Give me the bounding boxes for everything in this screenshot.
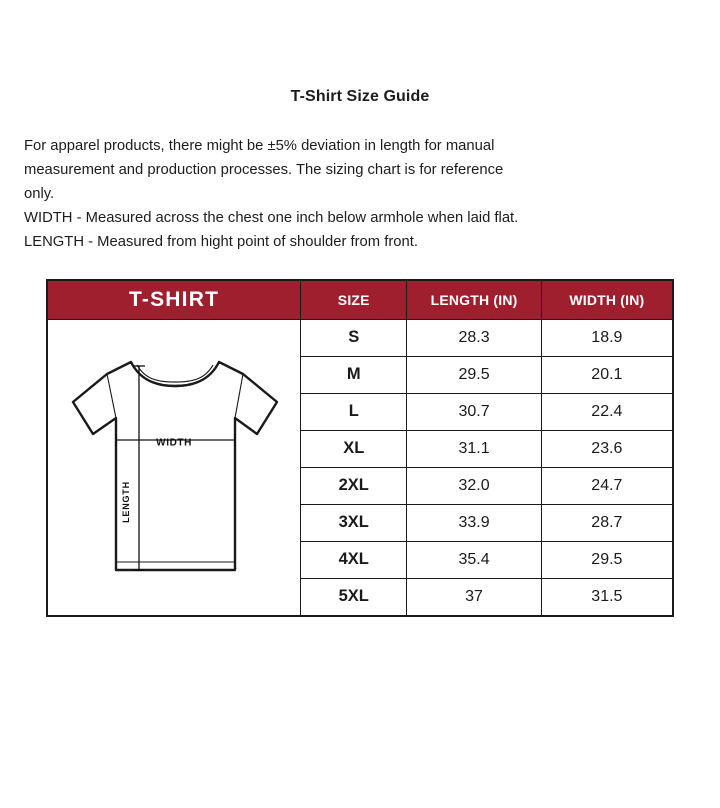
cell-size: 4XL (301, 541, 407, 578)
brand-header: T-SHIRT (48, 280, 301, 319)
width-label: WIDTH (156, 437, 192, 449)
cell-length: 29.5 (407, 356, 541, 393)
tshirt-diagram-cell (48, 319, 301, 615)
cell-size: 2XL (301, 467, 407, 504)
cell-width: 22.4 (541, 393, 672, 430)
header-size: SIZE (301, 280, 407, 319)
cell-size: XL (301, 430, 407, 467)
cell-length: 32.0 (407, 467, 541, 504)
intro-line-4: WIDTH - Measured across the chest one inch below armhole when laid flat. (24, 210, 519, 227)
cell-size: L (301, 393, 407, 430)
intro-line-3: only. (24, 186, 55, 203)
length-label: LENGTH (121, 481, 132, 524)
header-length: LENGTH (IN) (407, 280, 541, 319)
cell-width: 29.5 (541, 541, 672, 578)
cell-size: M (301, 356, 407, 393)
intro-text (24, 134, 696, 255)
size-table (47, 280, 673, 616)
cell-width: 18.9 (541, 319, 672, 356)
cell-length: 37 (407, 578, 541, 615)
cell-width: 20.1 (541, 356, 672, 393)
cell-width: 24.7 (541, 467, 672, 504)
cell-length: 33.9 (407, 504, 541, 541)
cell-length: 35.4 (407, 541, 541, 578)
header-width: WIDTH (IN) (541, 280, 672, 319)
cell-length: 30.7 (407, 393, 541, 430)
tshirt-icon (59, 340, 289, 595)
size-guide-page (0, 88, 720, 808)
table-header-row (48, 280, 673, 319)
tshirt-diagram (48, 320, 300, 615)
cell-width: 23.6 (541, 430, 672, 467)
cell-width: 31.5 (541, 578, 672, 615)
cell-width: 28.7 (541, 504, 672, 541)
cell-size: 5XL (301, 578, 407, 615)
cell-length: 31.1 (407, 430, 541, 467)
table-row (48, 319, 673, 356)
cell-size: S (301, 319, 407, 356)
intro-line-1: For apparel products, there might be ±5% deviation in length for manual (24, 138, 495, 154)
intro-line-5: LENGTH - Measured from hight point of shoulder from front. (24, 234, 418, 251)
cell-length: 28.3 (407, 319, 541, 356)
size-table-container (46, 279, 674, 617)
page-title: T-Shirt Size Guide (290, 88, 430, 105)
cell-size: 3XL (301, 504, 407, 541)
intro-line-2: measurement and production processes. The sizing chart is for reference (24, 162, 504, 179)
